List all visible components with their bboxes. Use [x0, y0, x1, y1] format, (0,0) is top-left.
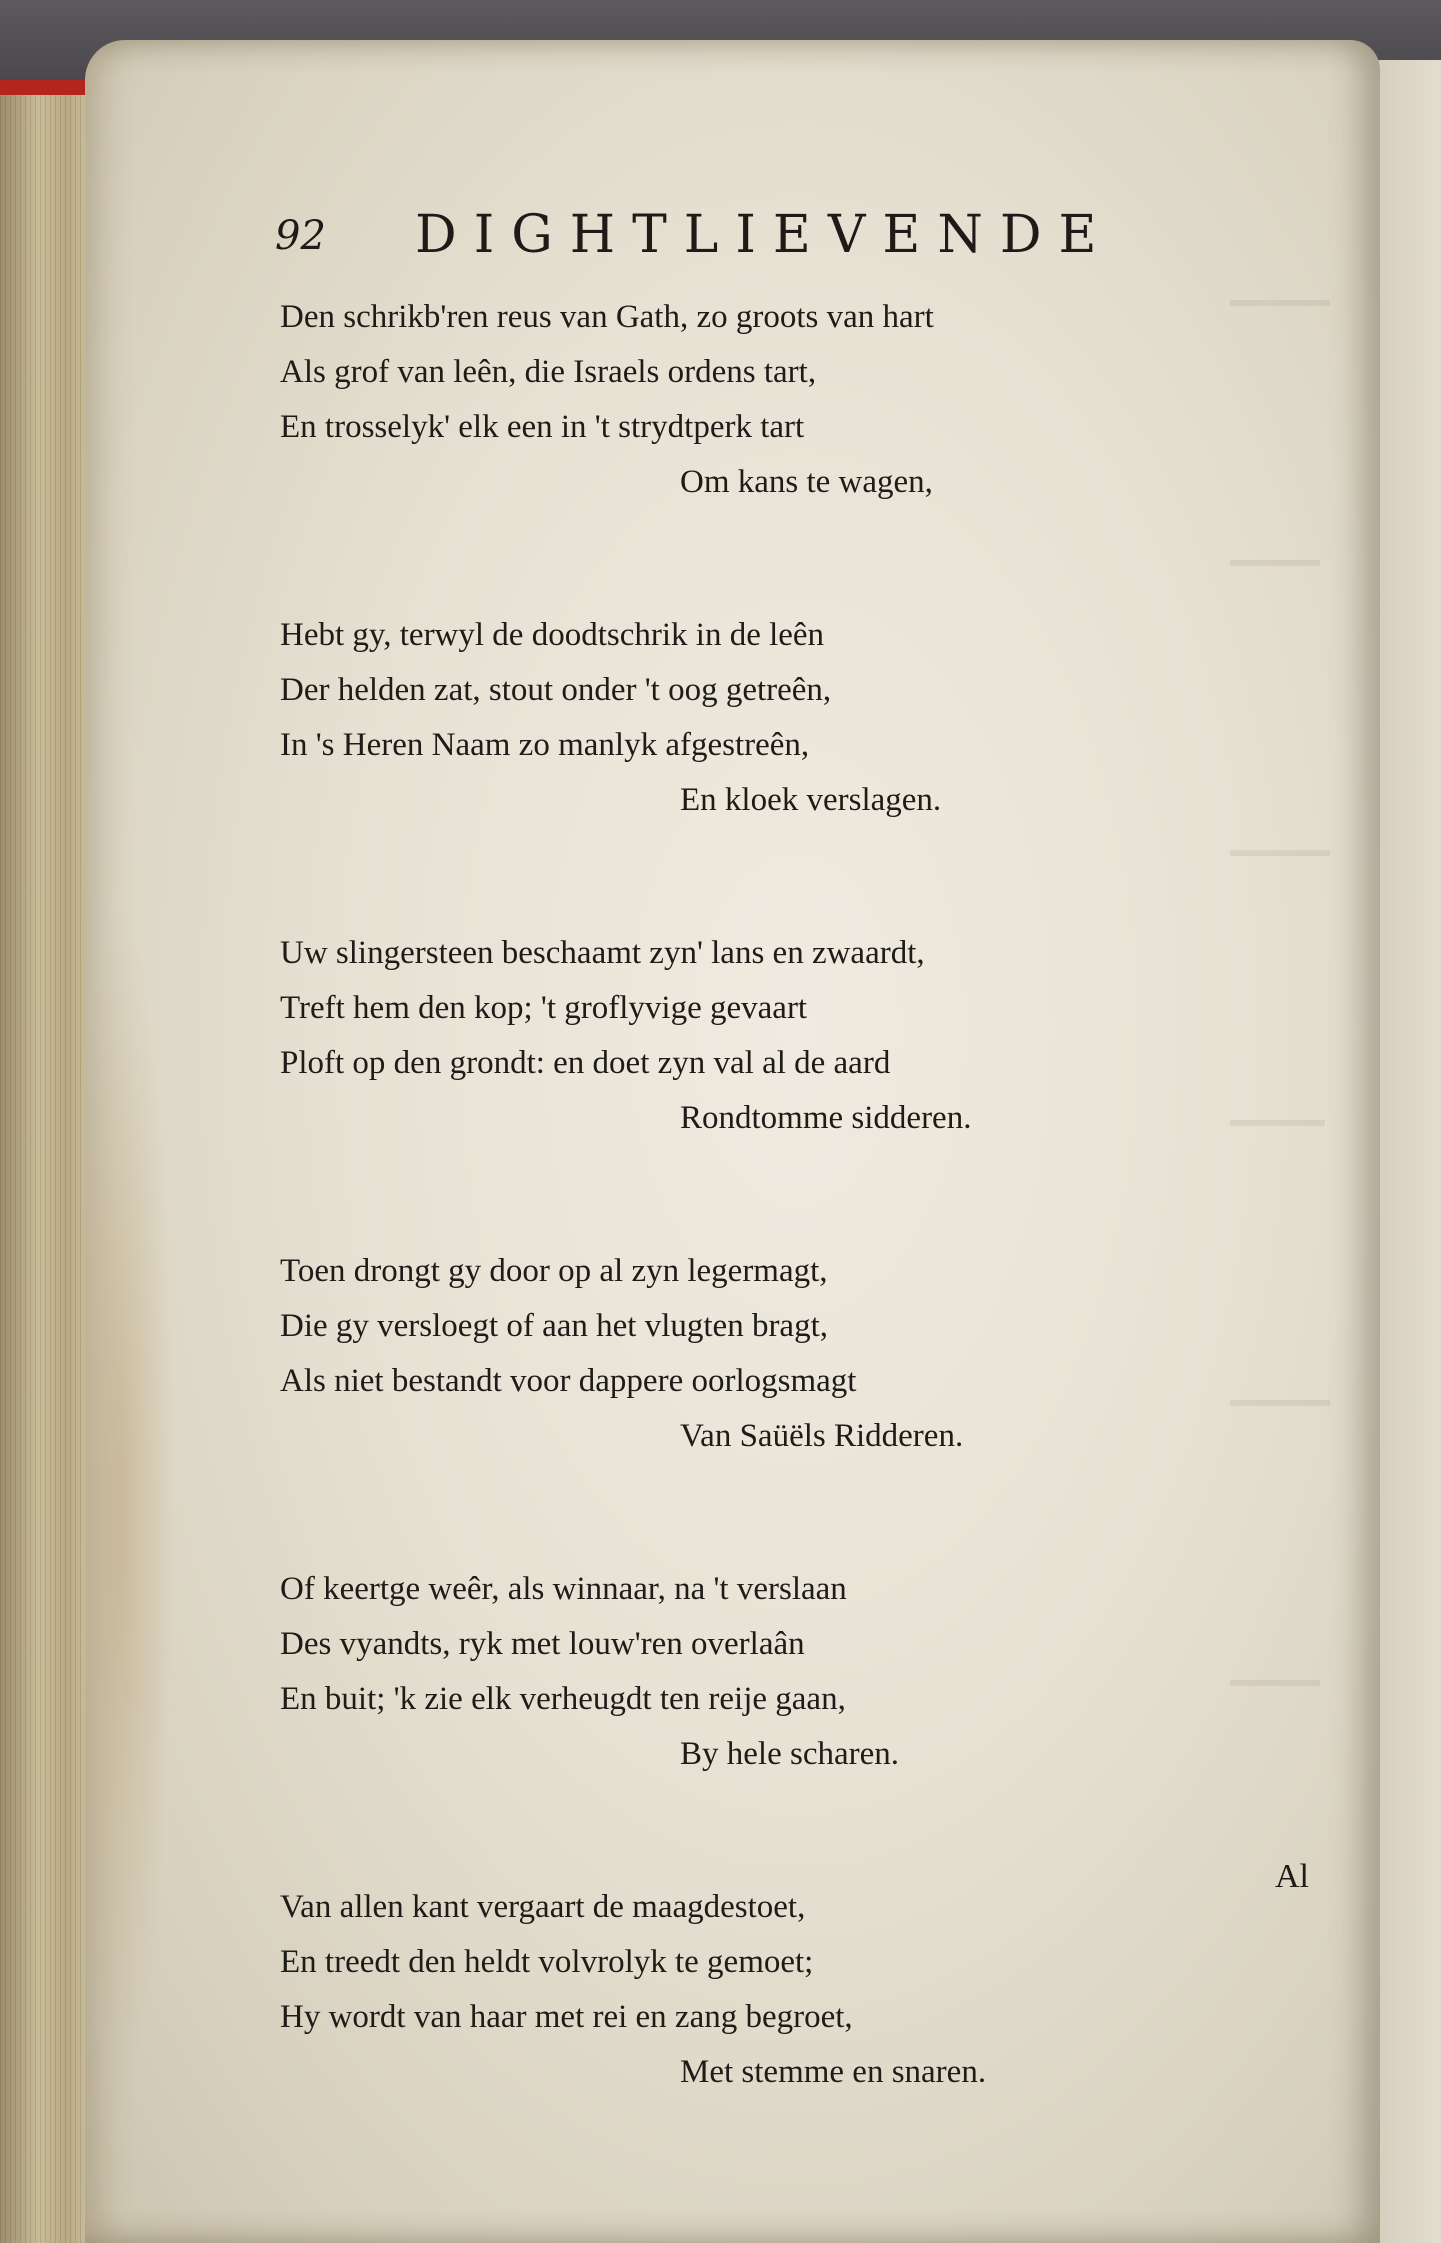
- verse-line: Hy wordt van haar met rei en zang begroet,: [280, 1999, 853, 2035]
- stanza: [280, 1244, 1180, 1464]
- verse-line: Hebt gy, terwyl de doodtschrik in de leên: [280, 617, 825, 653]
- verse-line: Van allen kant vergaart de maagdestoet,: [280, 1889, 806, 1925]
- show-through-mark: [1230, 1400, 1330, 1406]
- page-header: [275, 205, 1195, 275]
- verse-line: Uw slingersteen beschaamt zyn' lans en zwaardt,: [280, 935, 925, 971]
- verse-line: Toen drongt gy door op al zyn legermagt,: [280, 1253, 828, 1289]
- stanza: [280, 926, 1180, 1146]
- poem: [280, 290, 1180, 2198]
- verse-line: Als grof van leên, die Israels ordens tart,: [280, 354, 817, 390]
- verse-line: Den schrikb'ren reus van Gath, zo groots van hart: [280, 299, 934, 335]
- stanza: [280, 608, 1180, 828]
- verse-line: En buit; 'k zie elk verheugdt ten reije gaan,: [280, 1681, 846, 1717]
- verse-line: Ploft op den grondt: en doet zyn val al de aard: [280, 1045, 891, 1081]
- verse-line: Des vyandts, ryk met louw'ren overlaân: [280, 1626, 805, 1662]
- stanza: [280, 290, 1180, 510]
- verse-line-refrain: Rondtomme sidderen.: [680, 1100, 972, 1136]
- verse-line-refrain: En kloek verslagen.: [680, 782, 942, 818]
- catchword: Al: [1275, 1858, 1309, 1895]
- verse-line: Als niet bestandt voor dappere oorlogsmagt: [280, 1363, 857, 1399]
- verse-line: Die gy versloegt of aan het vlugten bragt,: [280, 1308, 828, 1344]
- stanza: [280, 1880, 1180, 2100]
- verse-line: Der helden zat, stout onder 't oog getreên,: [280, 672, 832, 708]
- show-through-mark: [1230, 1120, 1325, 1126]
- page-stain: [85, 900, 175, 2100]
- show-through-mark: [1230, 1680, 1320, 1686]
- verse-line: En trosselyk' elk een in 't strydtperk tart: [280, 409, 805, 445]
- verse-line-refrain: Met stemme en snaren.: [680, 2054, 987, 2090]
- verse-line-refrain: Om kans te wagen,: [680, 464, 933, 500]
- show-through-mark: [1230, 850, 1330, 856]
- running-head: DIGHTLIEVENDE: [415, 205, 1114, 265]
- verse-line-refrain: By hele scharen.: [680, 1736, 899, 1772]
- verse-line: In 's Heren Naam zo manlyk afgestreên,: [280, 727, 810, 763]
- verse-line: En treedt den heldt volvrolyk te gemoet;: [280, 1944, 814, 1980]
- verse-line: Treft hem den kop; 't groflyvige gevaart: [280, 990, 808, 1026]
- stanza: [280, 1562, 1180, 1782]
- show-through-mark: [1230, 300, 1330, 306]
- show-through-mark: [1230, 560, 1320, 566]
- page-number: 92: [275, 213, 326, 259]
- verse-line-refrain: Van Saüëls Ridderen.: [680, 1418, 964, 1454]
- verse-line: Of keertge weêr, als winnaar, na 't verslaan: [280, 1571, 847, 1607]
